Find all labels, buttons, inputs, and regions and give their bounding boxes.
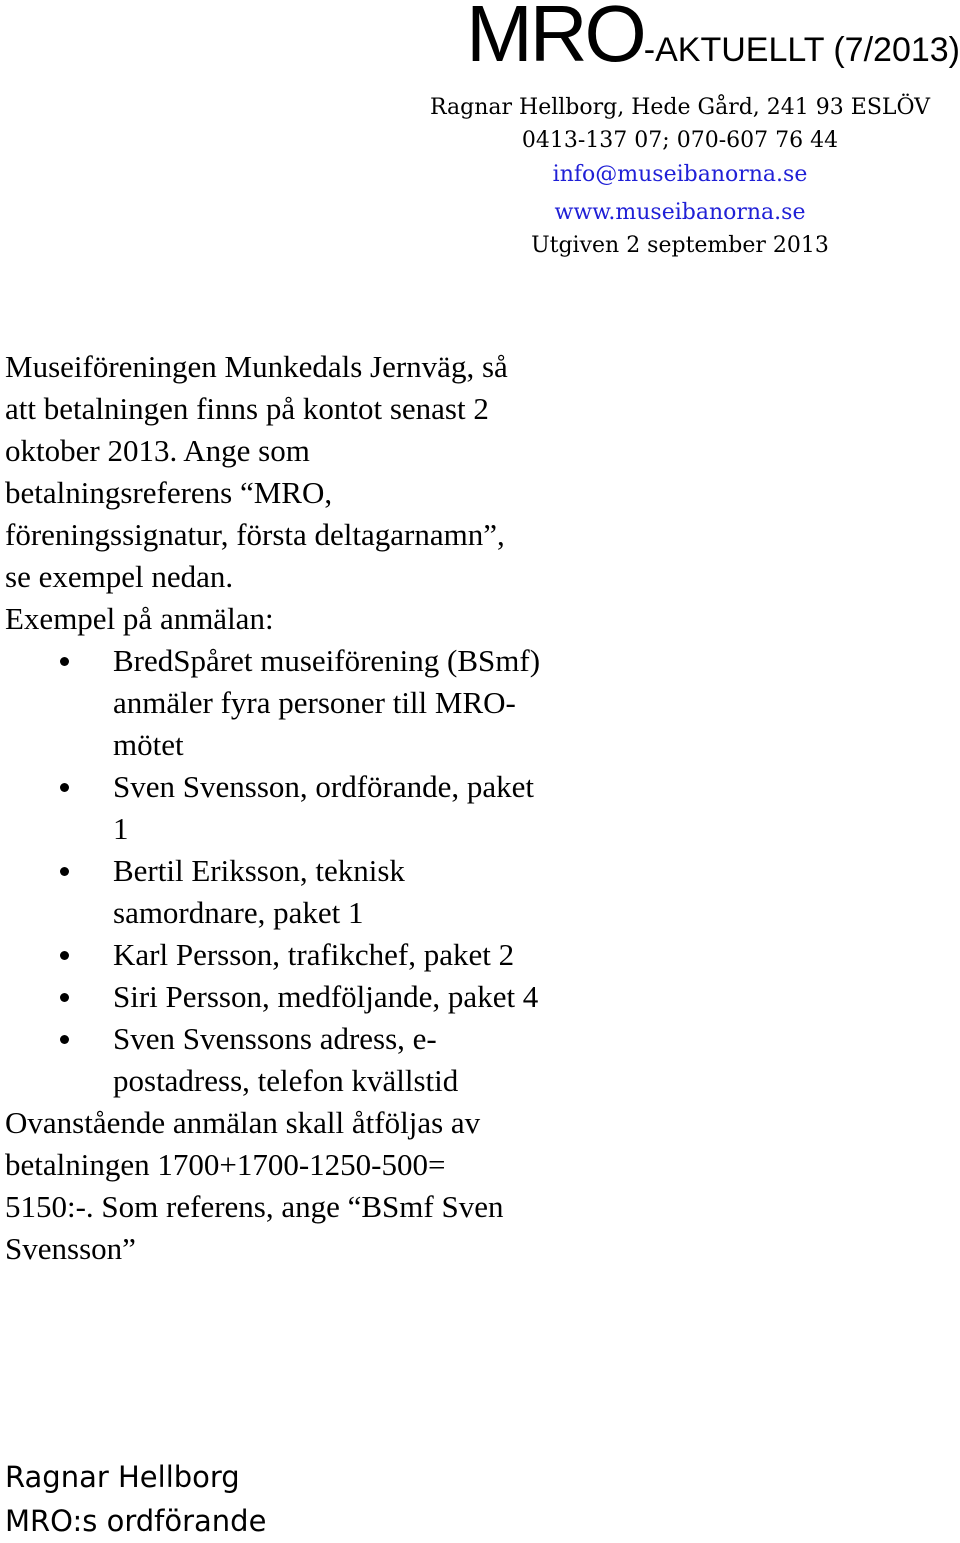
address-line: Ragnar Hellborg, Hede Gård, 241 93 ESLÖV xyxy=(429,95,931,120)
bullet-icon xyxy=(60,867,69,876)
text-line: Ovanstående anmälan skall åtföljas av xyxy=(5,1105,481,1140)
bullet-icon xyxy=(60,951,69,960)
title-sub: -AKTUELLT (7/2013) xyxy=(643,31,960,69)
text-line: se exempel nedan. xyxy=(5,559,234,594)
list-item xyxy=(5,934,633,976)
text-line: Siri Persson, medföljande, paket 4 xyxy=(113,979,539,1014)
text-line: 5150:-. Som referens, ange “BSmf Sven xyxy=(5,1189,504,1224)
body-text xyxy=(5,346,645,1270)
closing-paragraph xyxy=(5,1102,645,1270)
bullet-icon xyxy=(60,783,69,792)
email-link[interactable]: info@museibanorna.se xyxy=(552,162,808,187)
text-line: BredSpåret museiförening (BSmf) xyxy=(113,643,541,678)
list-item xyxy=(5,640,633,766)
text-line: Svensson” xyxy=(5,1231,136,1266)
example-heading: Exempel på anmälan: xyxy=(5,601,274,636)
text-line: 1 xyxy=(113,811,129,846)
text-line: oktober 2013. Ange som xyxy=(5,433,310,468)
text-line: betalningen 1700+1700-1250-500= xyxy=(5,1147,446,1182)
newsletter-title xyxy=(400,0,960,90)
text-line: mötet xyxy=(113,727,184,762)
signature-role: MRO:s ordförande xyxy=(5,1504,267,1538)
text-line: föreningssignatur, första deltagarnamn”, xyxy=(5,517,505,552)
bullet-icon xyxy=(60,993,69,1002)
text-line: betalningsreferens “MRO, xyxy=(5,475,333,510)
title-main: MRO xyxy=(466,0,644,78)
text-line: Bertil Eriksson, teknisk xyxy=(113,853,405,888)
bullet-icon xyxy=(60,657,69,666)
list-item xyxy=(5,1018,633,1102)
publication-date: Utgiven 2 september 2013 xyxy=(531,233,829,258)
example-list xyxy=(5,640,645,1102)
list-item xyxy=(5,850,633,934)
text-line: Sven Svensson, ordförande, paket xyxy=(113,769,534,804)
text-line: anmäler fyra personer till MRO- xyxy=(113,685,516,720)
text-line: Museiföreningen Munkedals Jernväg, så xyxy=(5,349,508,384)
text-line: Sven Svenssons adress, e- xyxy=(113,1021,437,1056)
list-item xyxy=(5,976,633,1018)
website-link[interactable]: www.museibanorna.se xyxy=(554,200,806,225)
signature-name: Ragnar Hellborg xyxy=(5,1460,240,1494)
bullet-icon xyxy=(60,1035,69,1044)
signature-block xyxy=(5,1455,266,1543)
phone-line: 0413-137 07; 070-607 76 44 xyxy=(521,128,839,153)
text-line: postadress, telefon kvällstid xyxy=(113,1063,459,1098)
text-line: att betalningen finns på kontot senast 2 xyxy=(5,391,489,426)
text-line: samordnare, paket 1 xyxy=(113,895,364,930)
list-item xyxy=(5,766,633,850)
intro-paragraph xyxy=(5,346,645,598)
text-line: Karl Persson, trafikchef, paket 2 xyxy=(113,937,515,972)
